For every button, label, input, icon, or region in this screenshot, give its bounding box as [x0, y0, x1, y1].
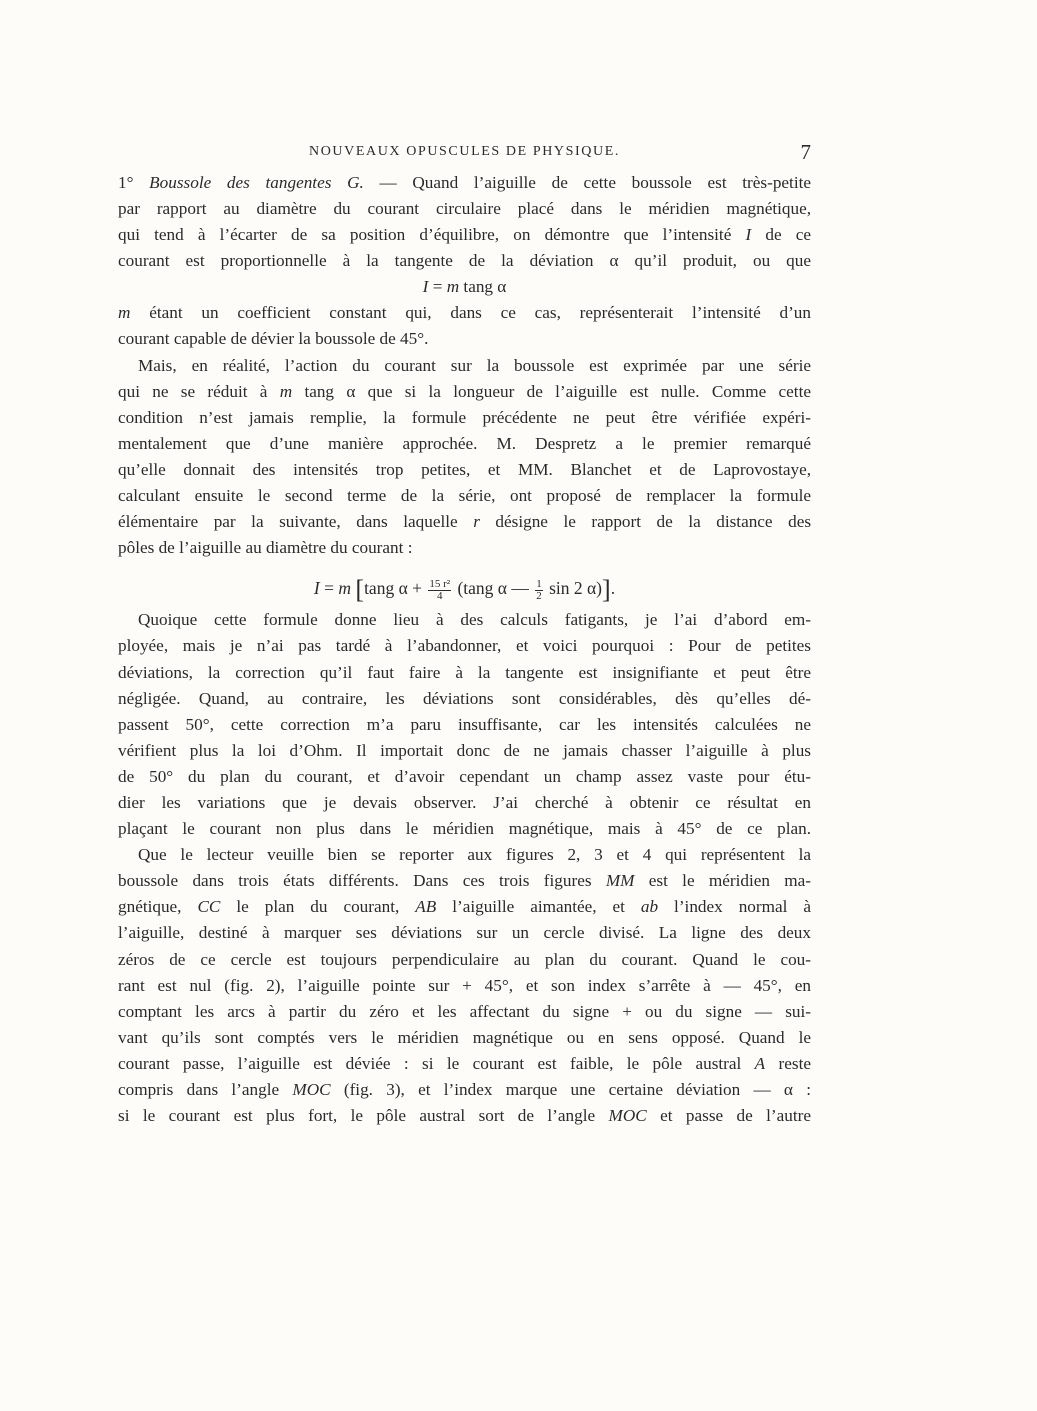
text-span: de 50° du plan du courant, et d’avoir cependant un champ assez vaste pour étu- [118, 766, 811, 786]
text-span: — Quand l’aiguille de cette boussole est très-petite [363, 173, 811, 192]
text-span: compris dans l’angle [118, 1080, 293, 1099]
text-span: gnétique, [118, 897, 198, 917]
text-span: zéros de ce cercle est toujours perpendiculaire au plan du courant. Quand le cou- [118, 949, 811, 969]
text-line [118, 431, 811, 457]
text-span: étant un coefficient constant qui, dans ce cas, représenterait l’intensité d’un [130, 303, 811, 323]
text-span: par rapport au diamètre du courant circulaire placé dans le méridien magnétique, [118, 199, 811, 219]
formula-open-bracket: [ [355, 575, 365, 605]
italic-text: m [279, 381, 293, 401]
italic-text: m [446, 277, 460, 297]
text-span: condition n’est jamais remplie, la formule précédente ne peut être vérifiée expéri- [118, 407, 811, 427]
text-span: le plan du courant, [220, 897, 416, 917]
text-line [118, 509, 811, 535]
text-span: l’index normal à [658, 897, 811, 917]
text-span: rant est nul (fig. 2), l’aiguille pointe sur + 45°, et son index s’arrête à — 45°, en [118, 975, 811, 995]
formula-fraction-1 [428, 579, 451, 602]
text-span: passent 50°, cette correction m’a paru insuffisante, car les intensités calculées ne [118, 714, 811, 734]
text-span: Mais, en réalité, l’action du courant sur la boussole est exprimée par une série [138, 355, 811, 375]
italic-text: I [745, 225, 752, 245]
formula-close-bracket: ] [602, 575, 611, 605]
text-line [118, 1077, 811, 1103]
body-text [118, 170, 811, 1129]
text-line [118, 712, 811, 738]
text-line [118, 894, 811, 920]
text-span: l’aiguille, destiné à marquer ses déviations sur un cercle divisé. La ligne des deux [118, 923, 811, 943]
text-line [118, 999, 811, 1025]
italic-text: MOC [608, 1106, 647, 1126]
text-line [118, 379, 811, 405]
text-span: vérifient plus la loi d’Ohm. Il importait donc de ne jamais chasser l’aiguille à plus [118, 740, 811, 760]
text-line [118, 170, 811, 196]
text-span: 1° [118, 173, 150, 192]
text-span: vant qu’ils sont comptés vers le méridien magnétique ou en sens opposé. Quand le [118, 1027, 811, 1047]
text-span: déviations, la correction qu’il faut faire à la tangente est insignifiante et peut être [118, 662, 811, 682]
text-span: ployée, mais je n’ai pas tardé à l’abandonner, et voici pourquoi : Pour de petites [118, 636, 811, 656]
fraction-numerator: 1 [536, 577, 542, 590]
formula [118, 561, 811, 607]
italic-text: m [118, 303, 131, 323]
text-line [118, 660, 811, 686]
text-line [118, 483, 811, 509]
text-line [118, 326, 811, 352]
text-span: élémentaire par la suivante, dans laquelle [118, 512, 474, 532]
text-span: tang α que si la longueur de l’aiguille est nulle. Comme cette [292, 381, 811, 401]
italic-text: ab [640, 897, 659, 917]
text-line [118, 300, 811, 326]
text-line [118, 248, 811, 274]
text-line [118, 1025, 811, 1051]
fraction-numerator: 15 r² [429, 577, 451, 590]
text-line [118, 196, 811, 222]
text-line [118, 405, 811, 431]
italic-text: A [754, 1053, 766, 1073]
italic-text: I [422, 277, 429, 297]
text-line [118, 353, 811, 379]
text-span: et passe de l’autre [646, 1106, 811, 1126]
formula-m: m [338, 578, 352, 599]
formula-lhs: I [313, 578, 320, 599]
text-span: (fig. 3), et l’index marque une certaine déviation — α : [330, 1080, 811, 1099]
italic-text: AB [415, 897, 437, 917]
formula-term2: (tang α — [453, 578, 534, 599]
text-span: l’aiguille aimantée, et [436, 897, 641, 917]
fraction-denominator: 2 [536, 589, 542, 602]
text-line [118, 686, 811, 712]
text-line [118, 1103, 811, 1129]
text-line [118, 274, 811, 300]
text-span: qui ne se réduit à [118, 381, 280, 401]
text-line [118, 222, 811, 248]
text-line [118, 920, 811, 946]
text-span: si le courant est plus fort, le pôle austral sort de l’angle [118, 1106, 609, 1126]
formula-term3: sin 2 α) [544, 578, 603, 599]
text-span: négligée. Quand, au contraire, les déviations sont considérables, dès qu’elles dé- [118, 688, 811, 708]
italic-text: CC [197, 897, 221, 917]
italic-text: r [473, 512, 480, 532]
formula-term1: tang α + [364, 578, 427, 599]
text-line [118, 868, 811, 894]
text-line [118, 790, 811, 816]
text-span: mentalement que d’une manière approchée. M. Despretz a le premier remarqué [118, 433, 811, 453]
text-span: Quoique cette formule donne lieu à des calculs fatigants, je l’ai d’abord em- [138, 610, 811, 630]
formula-fraction-2 [535, 579, 543, 602]
text-line [118, 973, 811, 999]
text-span: calculant ensuite le second terme de la série, ont proposé de remplacer la formule [118, 486, 811, 506]
running-header [118, 140, 811, 166]
text-span: tang α [459, 277, 507, 297]
italic-text: Boussole des tangentes G. [149, 173, 364, 192]
text-span: qu’elle donnait des intensités trop petites, et MM. Blanchet et de Laprovostaye, [118, 459, 811, 479]
paragraph-block-2 [118, 607, 811, 1129]
fraction-denominator: 4 [436, 589, 443, 602]
text-line [118, 633, 811, 659]
paragraph-block-1 [118, 170, 811, 561]
text-span: boussole dans trois états différents. Dans ces trois figures [118, 871, 606, 891]
text-span: = [428, 277, 447, 297]
formula-end: . [610, 578, 616, 599]
text-line [118, 816, 811, 842]
text-line [118, 764, 811, 790]
text-span: Que le lecteur veuille bien se reporter aux figures 2, 3 et 4 qui représentent la [138, 845, 811, 865]
text-span: comptant les arcs à partir du zéro et les affectant du signe + ou du signe — sui- [118, 1001, 811, 1021]
text-span: qui tend à l’écarter de sa position d’équilibre, on démontre que l’intensité [118, 225, 746, 245]
formula-eq: = [319, 578, 339, 599]
text-span: courant est proportionnelle à la tangente de la déviation α qu’il produit, ou que [118, 251, 811, 271]
text-span: pôles de l’aiguille au diamètre du courant : [118, 538, 413, 558]
text-span: de ce [751, 225, 811, 245]
text-line [118, 1051, 811, 1077]
text-line [118, 947, 811, 973]
text-line [118, 535, 811, 561]
text-span: est le méridien ma- [634, 871, 812, 891]
italic-text: MOC [292, 1080, 331, 1099]
text-line [118, 842, 811, 868]
text-line [118, 457, 811, 483]
running-title: NOUVEAUX OPUSCULES DE PHYSIQUE. [309, 144, 620, 159]
text-span: dier les variations que je devais observer. J’ai cherché à obtenir ce résultat en [118, 792, 811, 812]
text-span: courant capable de dévier la boussole de 45°. [118, 329, 429, 349]
text-span: reste [765, 1053, 811, 1073]
text-span: plaçant le courant non plus dans le méridien magnétique, mais à 45° de ce plan. [118, 819, 811, 839]
italic-text: MM [605, 871, 635, 891]
text-line [118, 738, 811, 764]
page-number: 7 [800, 140, 811, 164]
text-line [118, 607, 811, 633]
text-span: courant passe, l’aiguille est déviée : si le courant est faible, le pôle austral [118, 1053, 755, 1073]
text-span: désigne le rapport de la distance des [479, 512, 812, 532]
